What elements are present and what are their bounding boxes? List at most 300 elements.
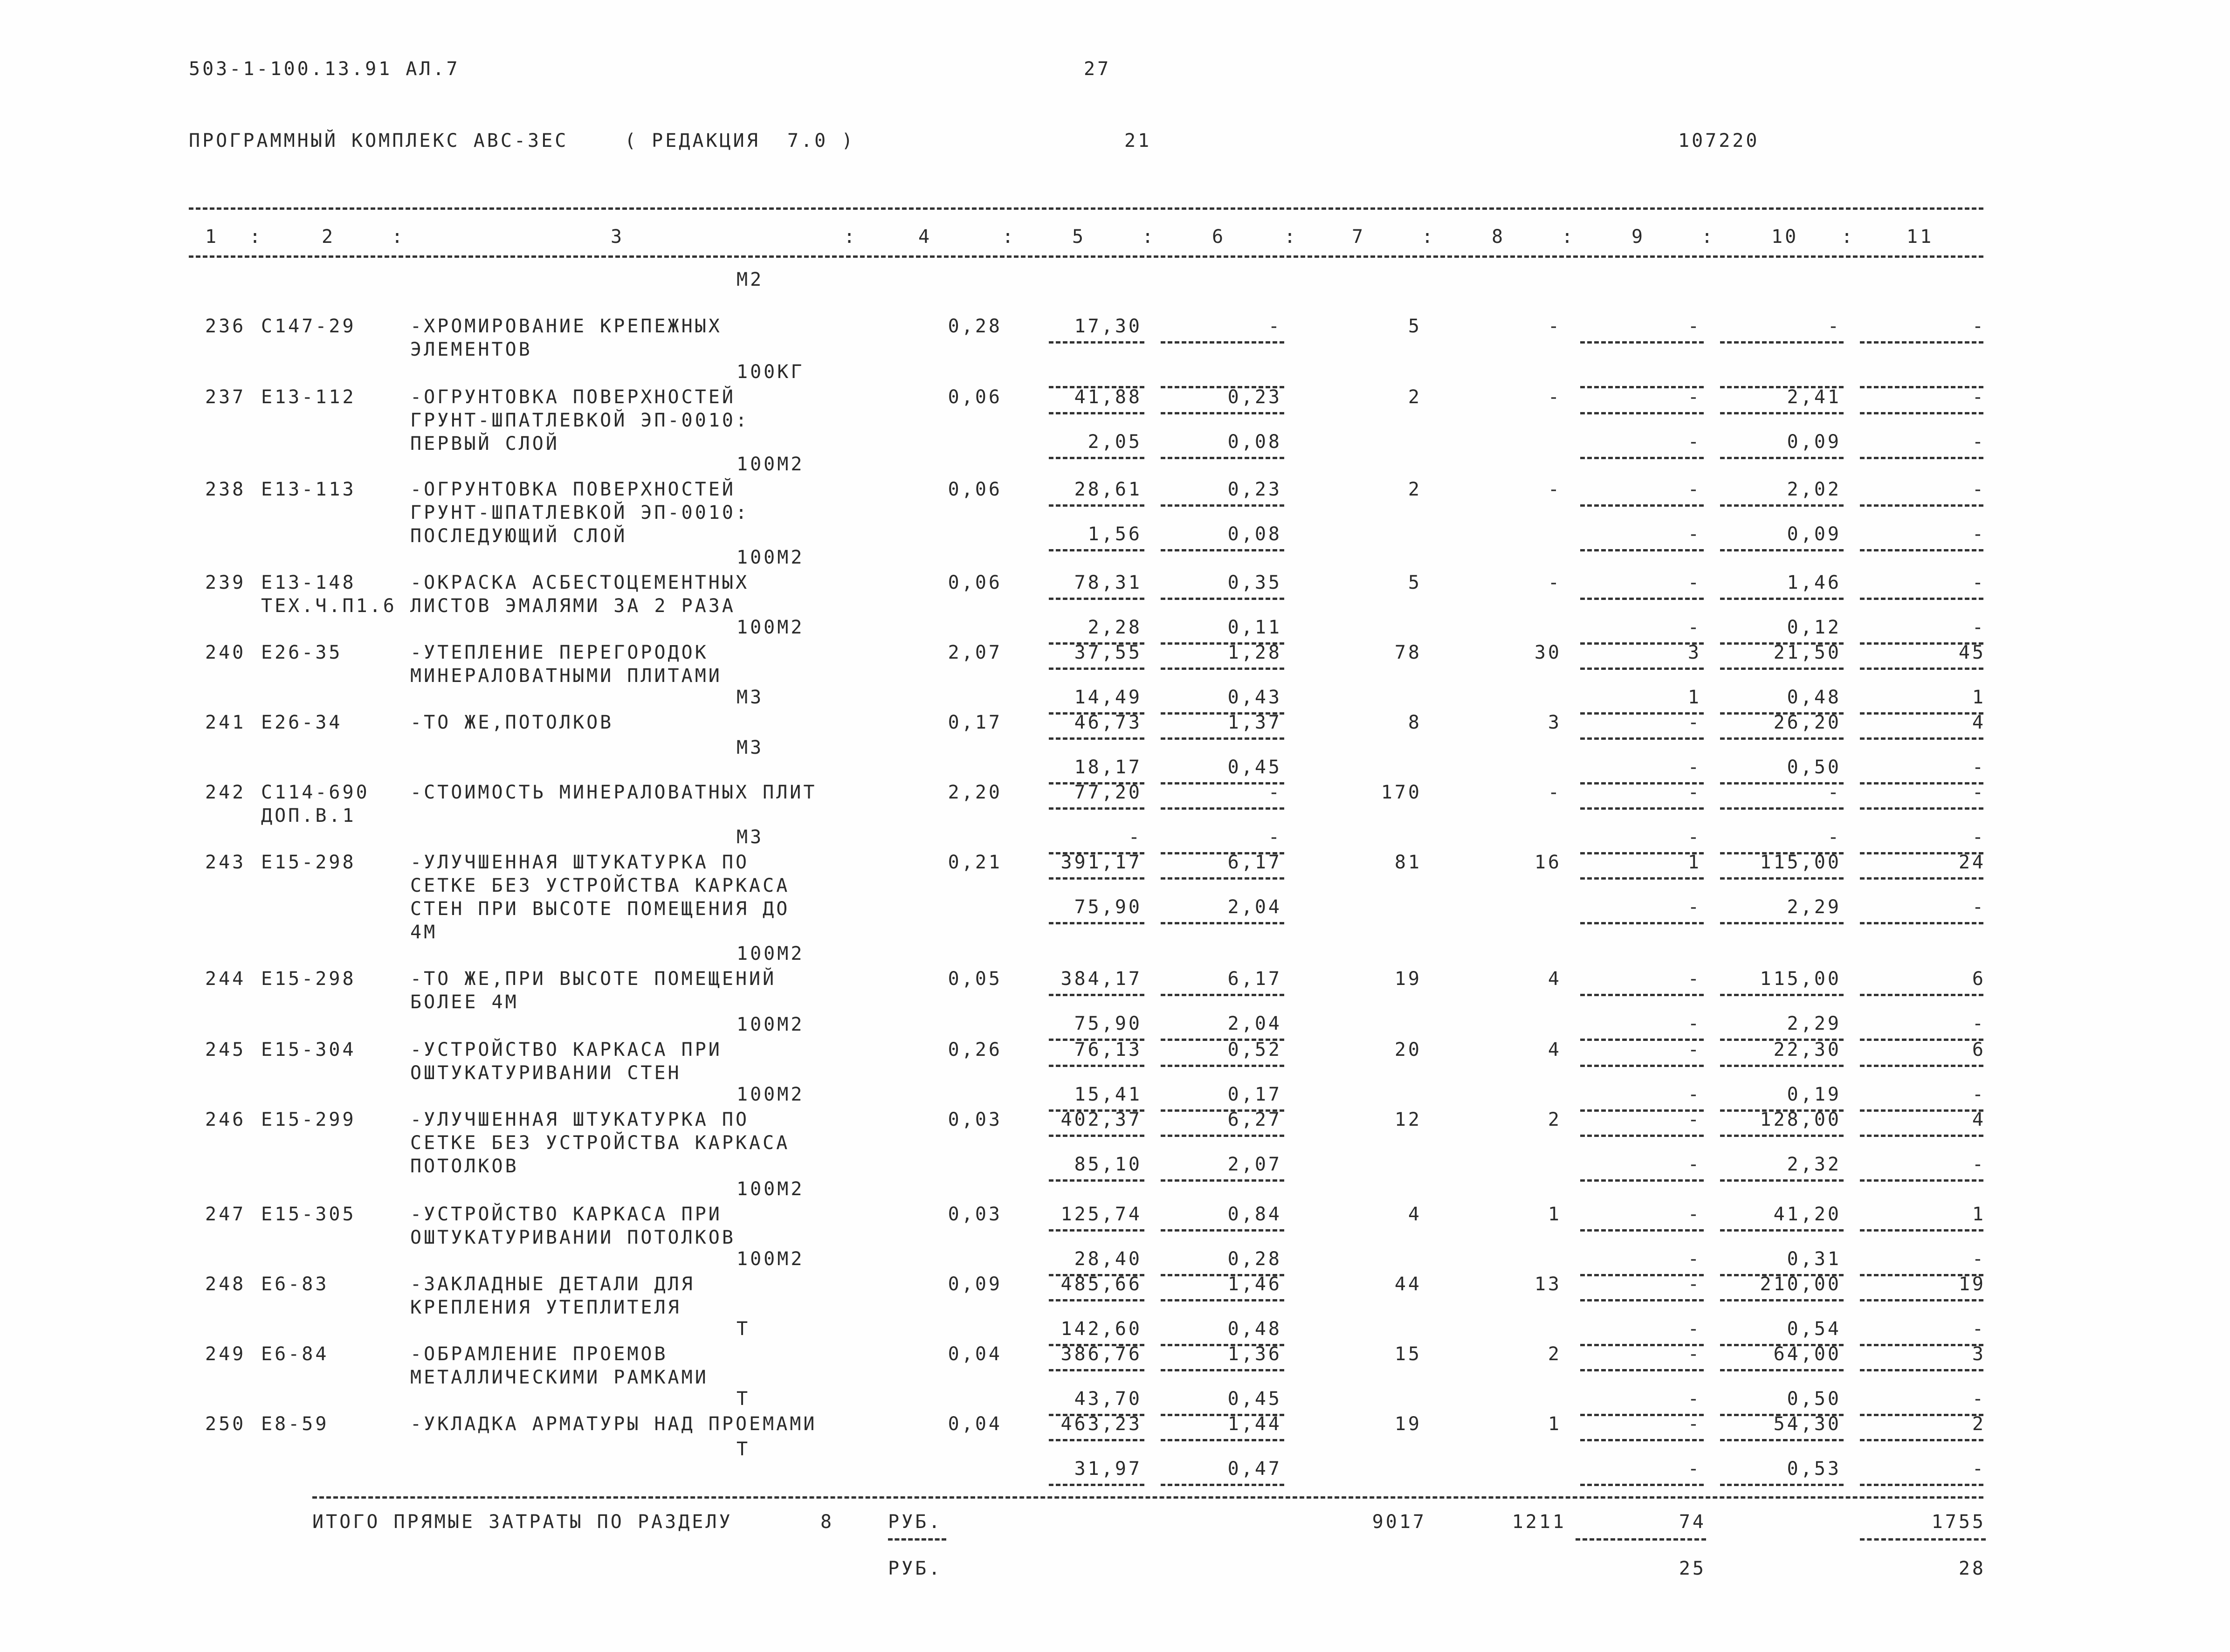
cell-c10: 26,20 [1773,712,1841,733]
cell-c9-extra: - [1687,757,1701,778]
cell-rule [1049,1299,1144,1301]
row-unit: 100М2 [736,1014,805,1035]
column-header-6: 6 [1212,226,1226,248]
cell-c11-extra: - [1972,1248,1986,1270]
row-number: 241 [205,712,246,733]
row-description-line: -ТО ЖЕ,ПОТОЛКОВ [410,712,614,733]
row-number: 248 [205,1273,246,1295]
cell-c8: 3 [1548,712,1562,733]
cell-c10-extra: 0,09 [1787,523,1841,545]
column-separator: : [1701,226,1715,248]
cell-rule [1860,1439,1983,1441]
cell-c5: 41,88 [1074,386,1142,408]
cell-c6-extra: 0,11 [1227,617,1282,638]
row-unit: 100КГ [736,361,805,383]
cell-rule [1580,807,1704,810]
cell-rule [1860,1299,1983,1301]
row-code: Е13-113 [261,479,356,500]
cell-c11: 45 [1958,642,1986,663]
cell-c5-extra: 75,90 [1074,896,1142,918]
row-code: Е15-305 [261,1204,356,1225]
cell-c5: 46,73 [1074,712,1142,733]
cell-rule [1161,1484,1284,1486]
row-unit: М3 [736,687,764,708]
cell-c11-extra: - [1972,1318,1986,1340]
cell-c6: 0,23 [1227,479,1282,500]
cell-c10: - [1827,782,1841,803]
row-description-line: ЛИСТОВ ЭМАЛЯМИ ЗА 2 РАЗА [410,595,736,617]
cell-c5-extra: 18,17 [1074,757,1142,778]
cell-rule [1580,412,1704,414]
row-description-line: -УСТРОЙСТВО КАРКАСА ПРИ [410,1204,722,1225]
row-number: 239 [205,572,246,593]
cell-rule [1720,737,1844,740]
row-description-line: -ОГРУНТОВКА ПОВЕРХНОСТЕЙ [410,386,736,408]
cell-c7: 2 [1408,479,1422,500]
totals-section: 8 [820,1511,834,1533]
cell-rule [1860,341,1983,344]
row-unit: 100М2 [736,1248,805,1270]
row-description-line: 4М [410,922,438,943]
cell-rule [1580,549,1704,551]
cell-rule [1860,807,1983,810]
cell-rule [1860,1135,1983,1137]
cell-c10: 128,00 [1760,1109,1841,1130]
cell-c11: 6 [1972,968,1986,990]
cell-c8: 4 [1548,968,1562,990]
cell-c9-extra: - [1687,523,1701,545]
cell-c9-extra: - [1687,431,1701,453]
cell-c11: - [1972,316,1986,337]
row-description-line: -УКЛАДКА АРМАТУРЫ НАД ПРОЕМАМИ [410,1413,817,1435]
cell-c10: - [1827,316,1841,337]
row-number: 250 [205,1413,246,1435]
row-description-line: -ОГРУНТОВКА ПОВЕРХНОСТЕЙ [410,479,736,500]
totals-c9b: 25 [1679,1558,1706,1579]
cell-c5-extra: 31,97 [1074,1458,1142,1480]
page-number: 27 [1084,58,1111,80]
cell-c7: 78 [1394,642,1422,663]
column-header-3: 3 [611,226,625,248]
row-description-line: ОШТУКАТУРИВАНИИ СТЕН [410,1062,681,1084]
row-number: 245 [205,1039,246,1060]
cell-rule [1049,922,1144,924]
cell-rule [1860,412,1983,414]
cell-c10: 41,20 [1773,1204,1841,1225]
cell-rule [1161,1179,1284,1182]
cell-rule [1860,737,1983,740]
row-code: Е26-35 [261,642,343,663]
cell-c4: 0,04 [948,1343,1002,1365]
cell-rule [1720,341,1844,344]
header-rule-bottom [189,255,1983,258]
cell-c11-extra: - [1972,896,1986,918]
row-unit: Т [736,1439,750,1460]
cell-c9: - [1687,316,1701,337]
cell-c6: 0,52 [1227,1039,1282,1060]
cell-rule [1161,1229,1284,1232]
cell-c7: 44 [1394,1273,1422,1295]
cell-c10: 115,00 [1760,968,1841,990]
cell-rule [1161,457,1284,459]
cell-c5-extra: 43,70 [1074,1388,1142,1410]
cell-c10-extra: 0,09 [1787,431,1841,453]
cell-rule [1161,341,1284,344]
column-separator: : [1284,226,1298,248]
row-number: 238 [205,479,246,500]
cell-c4: 2,20 [948,782,1002,803]
cell-c9: - [1687,782,1701,803]
cell-rule [1161,1065,1284,1067]
totals-c9: 74 [1679,1511,1706,1533]
cell-c5: 402,37 [1060,1109,1142,1130]
cell-c10: 54,30 [1773,1413,1841,1435]
cell-c9-extra: - [1687,1318,1701,1340]
cell-c9-extra: - [1687,1248,1701,1270]
row-number: 249 [205,1343,246,1365]
cell-rule [1720,598,1844,600]
row-description-line: ПОТОЛКОВ [410,1156,519,1177]
cell-c7: 12 [1394,1109,1422,1130]
cell-c6: 6,27 [1227,1109,1282,1130]
row-number: 236 [205,316,246,337]
cell-c8: 13 [1534,1273,1562,1295]
cell-c6-extra: 0,45 [1227,757,1282,778]
cell-c11: - [1972,386,1986,408]
cell-c9: - [1687,1273,1701,1295]
cell-c4: 0,03 [948,1204,1002,1225]
cell-c4: 0,06 [948,572,1002,593]
cell-c6: 1,46 [1227,1273,1282,1295]
cell-rule [1860,1179,1983,1182]
cell-c11: 24 [1958,852,1986,873]
cell-rule [1720,1229,1844,1232]
cell-c9-extra: - [1687,1388,1701,1410]
cell-c5: 384,17 [1060,968,1142,990]
row-code: ТЕХ.Ч.П1.6 [261,595,397,617]
cell-c4: 0,03 [948,1109,1002,1130]
column-separator: : [844,226,858,248]
cell-c11-extra: - [1972,617,1986,638]
cell-c6-extra: 0,17 [1227,1084,1282,1105]
row-number: 240 [205,642,246,663]
cell-rule [1720,1369,1844,1371]
cell-c8: 2 [1548,1109,1562,1130]
cell-c9-extra: - [1687,1013,1701,1034]
cell-c5: 485,66 [1060,1273,1142,1295]
cell-c6-extra: 0,08 [1227,523,1282,545]
cell-c4: 0,05 [948,968,1002,990]
cell-c11: - [1972,782,1986,803]
cell-c7: 170 [1381,782,1422,803]
cell-c9: - [1687,1343,1701,1365]
cell-c9-extra: - [1687,1458,1701,1480]
cell-rule [1860,1484,1983,1486]
cell-c10-extra: 0,48 [1787,687,1841,708]
cell-rule [1580,504,1704,507]
cell-rule [1720,1179,1844,1182]
cell-rule [1049,504,1144,507]
column-separator: : [1562,226,1576,248]
cell-c10-extra: 0,50 [1787,1388,1841,1410]
row-description-line: ПОСЛЕДУЮЩИЙ СЛОЙ [410,525,627,547]
cell-c7: 4 [1408,1204,1422,1225]
cell-c7: 8 [1408,712,1422,733]
row-number: 243 [205,852,246,873]
cell-c4: 0,21 [948,852,1002,873]
cell-rule [1720,1299,1844,1301]
cell-c6-extra: 0,28 [1227,1248,1282,1270]
column-separator: : [1422,226,1436,248]
cell-rule [1049,807,1144,810]
cell-c6-extra: 0,47 [1227,1458,1282,1480]
cell-rule [1161,994,1284,996]
cell-c6-extra: 0,43 [1227,687,1282,708]
cell-rule [1049,457,1144,459]
column-header-9: 9 [1631,226,1645,248]
column-header-11: 11 [1907,226,1934,248]
totals-c7: 9017 [1372,1511,1426,1533]
cell-c9: - [1687,712,1701,733]
cell-c4: 0,26 [948,1039,1002,1060]
header-rule-top [189,207,1983,210]
cell-rule [1580,1065,1704,1067]
cell-rule [1049,668,1144,670]
cell-rule [1161,1299,1284,1301]
cell-c8: - [1548,479,1562,500]
cell-c5: 125,74 [1060,1204,1142,1225]
cell-rule [1720,807,1844,810]
row-code: Е15-298 [261,852,356,873]
column-separator: : [1841,226,1855,248]
totals-c11b: 28 [1958,1558,1986,1579]
cell-c9: - [1687,1109,1701,1130]
row-code: Е13-148 [261,572,356,593]
cell-rule [1580,341,1704,344]
cell-rule [1161,922,1284,924]
cell-c6: - [1268,316,1282,337]
row-description-line: -УСТРОЙСТВО КАРКАСА ПРИ [410,1039,722,1060]
row-unit: 100М2 [736,454,805,475]
cell-rule [1580,1229,1704,1232]
cell-c6-extra: 0,08 [1227,431,1282,453]
cell-rule [1860,504,1983,507]
cell-c6: 1,28 [1227,642,1282,663]
cell-rule [1720,1439,1844,1441]
cell-rule [1580,1135,1704,1137]
cell-rule [1161,737,1284,740]
cell-c10: 22,30 [1773,1039,1841,1060]
cell-c4: 0,17 [948,712,1002,733]
cell-c8: 16 [1534,852,1562,873]
cell-c6: 1,37 [1227,712,1282,733]
row-unit: 100М2 [736,1084,805,1105]
cell-c11: 1 [1972,1204,1986,1225]
cell-rule [1161,668,1284,670]
sheet-number: 21 [1124,130,1152,151]
totals-currency-2: РУБ. [888,1558,943,1579]
row-number: 246 [205,1109,246,1130]
cell-rule [1049,1439,1144,1441]
cell-c11-extra: - [1972,431,1986,453]
cell-rule [1580,1369,1704,1371]
cell-rule [1580,1484,1704,1486]
program-title: ПРОГРАММНЫЙ КОМПЛЕКС АВС-3ЕС [189,130,569,151]
cell-c10-extra: 0,54 [1787,1318,1841,1340]
cell-rule [1720,922,1844,924]
column-separator: : [392,226,406,248]
cell-c5-extra: 75,90 [1074,1013,1142,1034]
cell-c11-extra: - [1972,1154,1986,1175]
cell-c10-extra: 0,19 [1787,1084,1841,1105]
row-code: Е13-112 [261,386,356,408]
cell-c5: 37,55 [1074,642,1142,663]
cell-c5: 391,17 [1060,852,1142,873]
cell-c9-extra: 1 [1687,687,1701,708]
cell-rule [1049,737,1144,740]
row-code: ДОП.В.1 [261,805,356,826]
cell-c10-extra: 2,32 [1787,1154,1841,1175]
cell-rule [1161,598,1284,600]
cell-rule [1720,504,1844,507]
cell-c11-extra: 1 [1972,687,1986,708]
cell-c5: 17,30 [1074,316,1142,337]
cell-c6: - [1268,782,1282,803]
column-header-2: 2 [322,226,336,248]
column-separator: : [1002,226,1016,248]
cell-c9: - [1687,1413,1701,1435]
cell-c11-extra: - [1972,1013,1986,1034]
row-number: 247 [205,1204,246,1225]
row-description-line: -УТЕПЛЕНИЕ ПЕРЕГОРОДОК [410,642,709,663]
cell-c8: - [1548,316,1562,337]
cell-c11: 4 [1972,712,1986,733]
totals-rule [312,1496,1983,1499]
row-code: Е8-59 [261,1413,329,1435]
cell-c5: 77,20 [1074,782,1142,803]
cell-c11: 6 [1972,1039,1986,1060]
totals-currency-1: РУБ. [888,1511,943,1533]
cell-c9: 1 [1687,852,1701,873]
row-description-line: ГРУНТ-ШПАТЛЕВКОЙ ЭП-0010: [410,410,750,431]
cell-c11-extra: - [1972,1458,1986,1480]
totals-currency-rule [888,1538,946,1541]
row-unit: Т [736,1388,750,1410]
cell-rule [1161,504,1284,507]
column-separator: : [1142,226,1156,248]
cell-c8: 2 [1548,1343,1562,1365]
cell-c10: 2,02 [1787,479,1841,500]
cell-c10-extra: 0,31 [1787,1248,1841,1270]
cell-rule [1860,877,1983,880]
row-description-line: -УЛУЧШЕННАЯ ШТУКАТУРКА ПО [410,1109,750,1130]
row-code: Е15-304 [261,1039,356,1060]
cell-rule [1860,598,1983,600]
cell-c4: 0,28 [948,316,1002,337]
column-header-7: 7 [1352,226,1366,248]
row-unit: 100М2 [736,943,805,964]
cell-c10: 1,46 [1787,572,1841,593]
row-code: Е6-84 [261,1343,329,1365]
cell-rule [1580,1439,1704,1441]
row-code: Е15-299 [261,1109,356,1130]
cell-c11-extra: - [1972,1084,1986,1105]
cell-c6-extra: 2,04 [1227,896,1282,918]
cell-c11-extra: - [1972,1388,1986,1410]
cell-c8: - [1548,386,1562,408]
cell-rule [1580,1179,1704,1182]
cell-rule [1049,598,1144,600]
cell-c9: - [1687,572,1701,593]
row-description-line: ПЕРВЫЙ СЛОЙ [410,433,559,454]
row-description-line: ГРУНТ-ШПАТЛЕВКОЙ ЭП-0010: [410,502,750,523]
row-description-line: -СТОИМОСТЬ МИНЕРАЛОВАТНЫХ ПЛИТ [410,782,817,803]
cell-c10: 21,50 [1773,642,1841,663]
cell-c4: 0,09 [948,1273,1002,1295]
cell-c9: - [1687,386,1701,408]
cell-c10-extra: 0,53 [1787,1458,1841,1480]
cell-c10-extra: - [1827,826,1841,848]
cell-c9: - [1687,479,1701,500]
cell-c9-extra: - [1687,896,1701,918]
row-description-line: СЕТКЕ БЕЗ УСТРОЙСТВА КАРКАСА [410,875,790,896]
cell-c7: 19 [1394,1413,1422,1435]
cell-rule [1720,994,1844,996]
cell-rule [1580,994,1704,996]
cell-c8: 1 [1548,1204,1562,1225]
cell-rule [1720,877,1844,880]
cell-rule [1049,1135,1144,1137]
column-header-4: 4 [918,226,932,248]
row-description-line: ЭЛЕМЕНТОВ [410,339,532,360]
cell-c5-extra: 2,05 [1087,431,1142,453]
row-number: 242 [205,782,246,803]
cell-c7: 81 [1394,852,1422,873]
cell-c5-extra: - [1128,826,1142,848]
cell-c4: 0,06 [948,386,1002,408]
cell-c8: 30 [1534,642,1562,663]
cell-c9-extra: - [1687,1084,1701,1105]
cell-c6: 1,44 [1227,1413,1282,1435]
totals-c11: 1755 [1931,1511,1986,1533]
cell-c6: 1,36 [1227,1343,1282,1365]
cell-c5: 463,23 [1060,1413,1142,1435]
cell-c5-extra: 14,49 [1074,687,1142,708]
totals-c8: 1211 [1512,1511,1566,1533]
cell-rule [1161,877,1284,880]
cell-rule [1860,1229,1983,1232]
column-header-8: 8 [1492,226,1506,248]
cell-c11-extra: - [1972,523,1986,545]
cell-c5-extra: 142,60 [1060,1318,1142,1340]
cell-c9-extra: - [1687,826,1701,848]
cell-c7: 15 [1394,1343,1422,1365]
cell-c9-extra: - [1687,617,1701,638]
cell-rule [1860,1369,1983,1371]
cell-c6: 0,84 [1227,1204,1282,1225]
cell-rule [1720,668,1844,670]
cell-c10: 64,00 [1773,1343,1841,1365]
cell-c11: 4 [1972,1109,1986,1130]
totals-c11-rule [1860,1538,1986,1541]
cell-c10-extra: 2,29 [1787,1013,1841,1034]
cell-rule [1580,668,1704,670]
cell-c9: - [1687,968,1701,990]
cell-rule [1049,549,1144,551]
cell-rule [1161,1135,1284,1137]
cell-c6: 6,17 [1227,968,1282,990]
cell-rule [1580,1299,1704,1301]
